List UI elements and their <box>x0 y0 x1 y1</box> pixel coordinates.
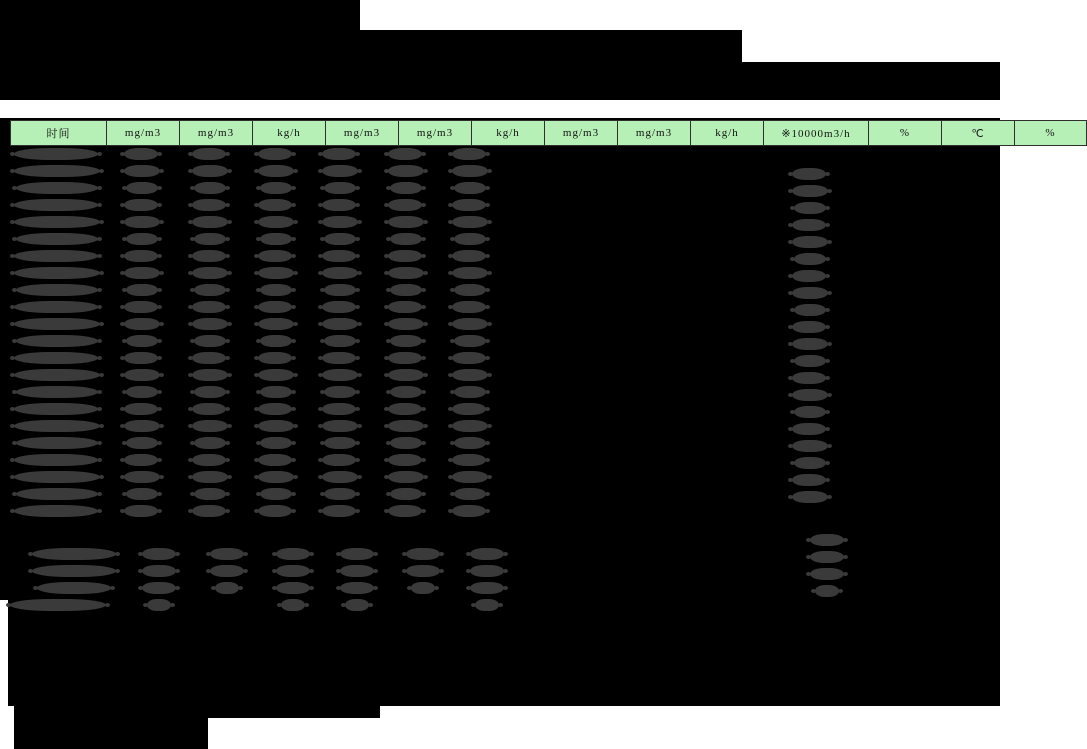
table-cell-redacted <box>792 474 826 486</box>
table-cell-redacted <box>124 420 160 432</box>
table-cell-redacted <box>390 437 422 449</box>
table-cell-redacted <box>14 471 100 483</box>
table-cell-redacted <box>810 534 844 546</box>
table-cell-redacted <box>454 386 486 398</box>
table-cell-redacted <box>390 386 422 398</box>
table-cell-redacted <box>258 301 292 313</box>
table-cell-redacted <box>454 437 486 449</box>
table-cell-redacted <box>324 335 356 347</box>
table-cell-redacted <box>388 420 424 432</box>
table-cell-redacted <box>126 437 158 449</box>
table-cell-redacted <box>192 301 226 313</box>
table-cell-redacted <box>14 250 98 262</box>
table-cell-redacted <box>322 420 358 432</box>
table-cell-redacted <box>792 423 826 435</box>
table-cell-redacted <box>258 267 294 279</box>
table-cell-redacted <box>276 565 310 577</box>
table-cell-redacted <box>322 505 356 517</box>
table-cell-redacted <box>16 488 98 500</box>
table-cell-redacted <box>794 253 826 265</box>
table-cell-redacted <box>258 199 292 211</box>
left-bottom-notch <box>0 706 14 749</box>
header-separator-band <box>0 100 1000 118</box>
table-cell-redacted <box>260 335 292 347</box>
table-units-header-row <box>10 120 1087 146</box>
table-cell-redacted <box>258 403 292 415</box>
table-cell-redacted <box>124 301 158 313</box>
table-cell-redacted <box>16 335 98 347</box>
unit-header-cell-1: mg/m3 <box>106 120 179 146</box>
table-cell-redacted <box>406 548 440 560</box>
table-cell-redacted <box>124 216 160 228</box>
table-cell-redacted <box>792 168 826 180</box>
table-cell-redacted <box>124 369 160 381</box>
table-cell-redacted <box>192 165 228 177</box>
table-cell-redacted <box>810 551 844 563</box>
unit-header-cell-0: 时间 <box>10 120 106 146</box>
table-cell-redacted <box>794 355 826 367</box>
table-cell-redacted <box>388 352 422 364</box>
table-cell-redacted <box>14 148 98 160</box>
value-column-6 <box>452 148 504 616</box>
table-cell-redacted <box>452 148 486 160</box>
table-cell-redacted <box>258 505 292 517</box>
table-cell-redacted <box>192 471 228 483</box>
table-cell-redacted <box>192 369 228 381</box>
table-cell-redacted <box>124 454 158 466</box>
table-cell-redacted <box>452 454 486 466</box>
table-cell-redacted <box>388 403 422 415</box>
table-cell-redacted <box>192 267 228 279</box>
table-cell-redacted <box>324 488 356 500</box>
table-cell-redacted <box>454 335 486 347</box>
table-cell-redacted <box>390 182 422 194</box>
table-cell-redacted <box>192 505 226 517</box>
table-cell-redacted <box>470 565 504 577</box>
table-cell-redacted <box>147 599 171 611</box>
table-cell-redacted <box>194 488 226 500</box>
table-cell-redacted <box>124 199 158 211</box>
table-cell-redacted <box>16 233 98 245</box>
unit-header-cell-2: mg/m3 <box>179 120 252 146</box>
table-cell-redacted <box>452 352 486 364</box>
table-cell-redacted <box>258 471 294 483</box>
table-cell-redacted <box>452 403 486 415</box>
value-column-4 <box>322 148 374 616</box>
table-cell-redacted <box>194 182 226 194</box>
table-cell-redacted <box>260 386 292 398</box>
unit-header-cell-9: kg/h <box>690 120 763 146</box>
table-cell-redacted <box>126 284 158 296</box>
table-cell-redacted <box>322 216 358 228</box>
table-cell-redacted <box>322 471 358 483</box>
table-cell-redacted <box>32 565 116 577</box>
table-cell-redacted <box>322 454 356 466</box>
row-group-gap <box>14 522 116 548</box>
value-column-1 <box>124 148 176 616</box>
table-cell-redacted <box>452 216 488 228</box>
table-cell-redacted <box>124 165 160 177</box>
table-cell-redacted <box>794 457 826 469</box>
table-cell-redacted <box>452 301 486 313</box>
table-cell-redacted <box>324 386 356 398</box>
table-cell-redacted <box>124 505 158 517</box>
table-cell-redacted <box>14 403 98 415</box>
table-cell-redacted <box>454 284 486 296</box>
table-cell-redacted <box>260 488 292 500</box>
table-cell-redacted <box>258 369 294 381</box>
table-cell-redacted <box>192 420 228 432</box>
table-cell-redacted <box>142 582 176 594</box>
table-cell-redacted <box>792 372 826 384</box>
table-cell-redacted <box>194 437 226 449</box>
table-cell-redacted <box>815 585 839 597</box>
table-cell-redacted <box>142 565 176 577</box>
row-group-gap <box>192 522 244 548</box>
table-cell-redacted <box>192 250 226 262</box>
table-cell-redacted <box>14 352 98 364</box>
table-cell-redacted <box>794 304 826 316</box>
table-cell-redacted <box>258 250 292 262</box>
table-cell-redacted <box>192 199 226 211</box>
unit-header-cell-7: mg/m3 <box>544 120 617 146</box>
table-cell-redacted <box>16 437 98 449</box>
table-cell-redacted <box>340 548 374 560</box>
unit-header-cell-11: % <box>868 120 941 146</box>
table-cell-redacted <box>124 471 160 483</box>
row-group-gap <box>322 522 374 548</box>
table-cell-redacted <box>192 352 226 364</box>
table-cell-redacted <box>792 270 826 282</box>
table-cell-redacted <box>32 548 116 560</box>
table-cell-redacted <box>124 403 158 415</box>
table-cell-redacted <box>322 369 358 381</box>
table-cell-redacted <box>340 565 374 577</box>
unit-header-cell-5: mg/m3 <box>398 120 471 146</box>
table-cell-redacted <box>388 267 424 279</box>
table-cell-redacted <box>124 318 160 330</box>
table-cell-redacted <box>470 582 504 594</box>
table-cell-redacted <box>452 420 488 432</box>
table-cell-redacted <box>126 488 158 500</box>
value-column-7 <box>792 168 844 602</box>
unit-header-cell-12: ℃ <box>941 120 1014 146</box>
table-cell-redacted <box>260 437 292 449</box>
table-cell-redacted <box>192 454 226 466</box>
table-cell-redacted <box>322 403 356 415</box>
table-cell-redacted <box>452 250 486 262</box>
table-cell-redacted <box>388 471 424 483</box>
table-cell-redacted <box>454 182 486 194</box>
table-cell-redacted <box>388 454 422 466</box>
table-cell-redacted <box>452 199 486 211</box>
table-cell-redacted <box>340 582 374 594</box>
table-cell-redacted <box>258 165 294 177</box>
table-cell-redacted <box>276 548 310 560</box>
unit-header-cell-8: mg/m3 <box>617 120 690 146</box>
table-cell-redacted <box>14 420 100 432</box>
table-cell-redacted <box>322 318 358 330</box>
table-cell-redacted <box>192 318 228 330</box>
table-cell-redacted <box>215 582 239 594</box>
table-cell-redacted <box>322 352 356 364</box>
table-cell-redacted <box>388 216 424 228</box>
table-cell-redacted <box>345 599 369 611</box>
table-cell-redacted <box>14 216 100 228</box>
top-far-right-margin <box>742 0 1000 62</box>
table-cell-redacted <box>126 335 158 347</box>
table-cell-redacted <box>16 386 98 398</box>
table-cell-redacted <box>192 403 226 415</box>
table-cell-redacted <box>194 233 226 245</box>
table-cell-redacted <box>260 182 292 194</box>
table-cell-redacted <box>411 582 435 594</box>
row-group-gap <box>792 508 844 534</box>
table-cell-redacted <box>210 565 244 577</box>
table-cell-redacted <box>322 199 356 211</box>
table-cell-redacted <box>454 233 486 245</box>
table-cell-redacted <box>192 216 228 228</box>
table-cell-redacted <box>794 202 826 214</box>
table-cell-redacted <box>258 318 294 330</box>
table-cell-redacted <box>194 335 226 347</box>
bottom-far-right-margin <box>380 706 1000 749</box>
table-cell-redacted <box>388 505 422 517</box>
table-cell-redacted <box>390 488 422 500</box>
table-cell-redacted <box>14 505 98 517</box>
table-cell-redacted <box>452 165 488 177</box>
table-cell-redacted <box>324 284 356 296</box>
table-cell-redacted <box>142 548 176 560</box>
table-cell-redacted <box>324 233 356 245</box>
table-cell-redacted <box>14 267 100 279</box>
table-cell-redacted <box>322 250 356 262</box>
table-cell-redacted <box>792 338 828 350</box>
unit-header-cell-13: % <box>1014 120 1087 146</box>
table-cell-redacted <box>452 369 488 381</box>
table-cell-redacted <box>14 165 100 177</box>
table-cell-redacted <box>194 386 226 398</box>
table-cell-redacted <box>390 233 422 245</box>
table-cell-redacted <box>14 199 98 211</box>
row-group-gap <box>124 522 176 548</box>
table-cell-redacted <box>452 505 486 517</box>
table-cell-redacted <box>260 233 292 245</box>
table-cell-redacted <box>792 440 828 452</box>
table-cell-redacted <box>194 284 226 296</box>
time-column <box>14 148 116 616</box>
value-column-5 <box>388 148 440 599</box>
table-cell-redacted <box>388 148 422 160</box>
table-cell-redacted <box>388 369 424 381</box>
table-cell-redacted <box>792 491 828 503</box>
table-cell-redacted <box>324 437 356 449</box>
table-cell-redacted <box>124 250 158 262</box>
table-footer-redacted <box>10 599 106 611</box>
table-cell-redacted <box>475 599 499 611</box>
table-cell-redacted <box>124 267 160 279</box>
row-group-gap <box>388 522 440 548</box>
table-cell-redacted <box>324 182 356 194</box>
table-cell-redacted <box>14 369 100 381</box>
table-cell-redacted <box>792 389 828 401</box>
table-cell-redacted <box>406 565 440 577</box>
table-cell-redacted <box>276 582 310 594</box>
table-cell-redacted <box>16 182 98 194</box>
table-cell-redacted <box>792 236 828 248</box>
table-cell-redacted <box>792 287 828 299</box>
table-cell-redacted <box>16 284 98 296</box>
table-cell-redacted <box>258 454 292 466</box>
table-cell-redacted <box>322 165 358 177</box>
table-cell-redacted <box>258 420 294 432</box>
table-cell-redacted <box>258 148 292 160</box>
table-cell-redacted <box>390 335 422 347</box>
table-cell-redacted <box>388 301 422 313</box>
table-cell-redacted <box>260 284 292 296</box>
table-cell-redacted <box>470 548 504 560</box>
table-cell-redacted <box>258 352 292 364</box>
table-cell-redacted <box>388 318 424 330</box>
table-cell-redacted <box>37 582 111 594</box>
table-cell-redacted <box>454 488 486 500</box>
table-cell-redacted <box>792 219 826 231</box>
table-cell-redacted <box>126 182 158 194</box>
table-cell-redacted <box>14 318 100 330</box>
table-cell-redacted <box>452 267 488 279</box>
table-cell-redacted <box>126 386 158 398</box>
table-cell-redacted <box>388 199 422 211</box>
table-cell-redacted <box>14 301 98 313</box>
row-group-gap <box>452 522 504 548</box>
value-column-3 <box>258 148 310 616</box>
unit-header-cell-3: kg/h <box>252 120 325 146</box>
table-cell-redacted <box>281 599 305 611</box>
unit-header-cell-10: ※10000m3/h <box>763 120 868 146</box>
table-cell-redacted <box>452 471 488 483</box>
table-cell-redacted <box>322 301 356 313</box>
table-cell-redacted <box>322 148 356 160</box>
table-cell-redacted <box>390 284 422 296</box>
unit-header-cell-4: mg/m3 <box>325 120 398 146</box>
table-cell-redacted <box>124 352 158 364</box>
row-group-gap <box>258 522 310 548</box>
table-cell-redacted <box>126 233 158 245</box>
table-cell-redacted <box>124 148 158 160</box>
table-cell-redacted <box>210 548 244 560</box>
table-cell-redacted <box>792 321 826 333</box>
table-cell-redacted <box>452 318 488 330</box>
table-cell-redacted <box>792 185 828 197</box>
table-cell-redacted <box>388 165 424 177</box>
table-cell-redacted <box>322 267 358 279</box>
unit-header-cell-6: kg/h <box>471 120 544 146</box>
table-cell-redacted <box>14 454 98 466</box>
table-cell-redacted <box>794 406 826 418</box>
table-cell-redacted <box>810 568 844 580</box>
value-column-2 <box>192 148 244 599</box>
table-cell-redacted <box>388 250 422 262</box>
table-cell-redacted <box>192 148 226 160</box>
table-cell-redacted <box>258 216 294 228</box>
